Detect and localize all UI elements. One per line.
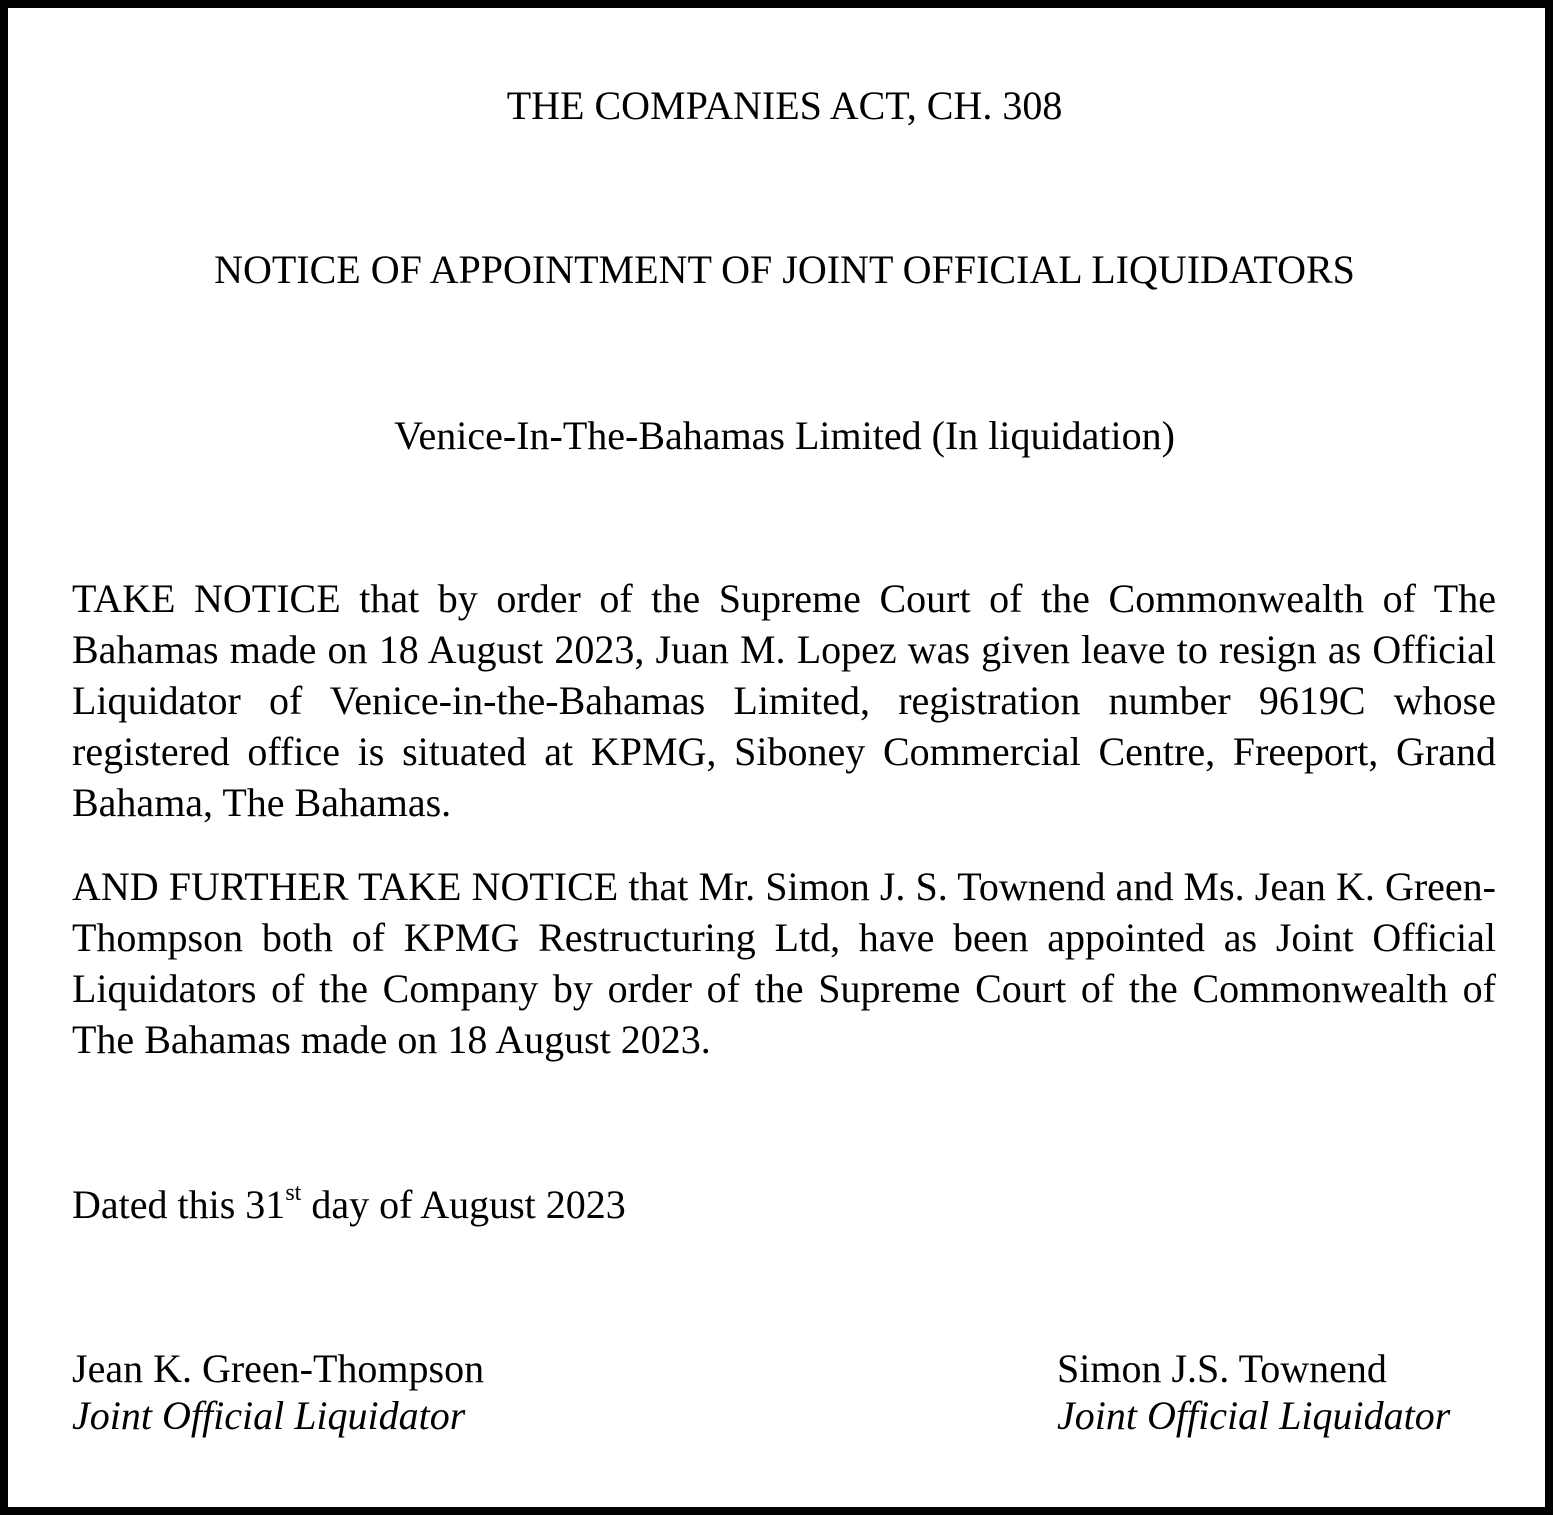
dated-line (72, 1181, 626, 1229)
dated-rest: day of August 2023 (301, 1182, 626, 1227)
notice-paragraph-appointment: AND FURTHER TAKE NOTICE that Mr. Simon J. S. Townend and Ms. Jean K. Green-Thompson both of KPMG Restructuring Ltd, have been appointed as Joint Official Liquidators of the Company by order of the Supreme Court of the Commonwealth of The Bahamas made on 18 August 2023. (72, 864, 1496, 1062)
signatory-role: Joint Official Liquidator (1057, 1393, 1451, 1438)
notice-paragraph-resignation: TAKE NOTICE that by order of the Supreme Court of the Commonwealth of The Bahamas made on 18 August 2023, Juan M. Lopez was given leave to resign as Official Liquidator of Venice-in-the-Bahamas Limited, registration number 9619C whose registered office is situated at KPMG, Siboney Commercial Centre, Freeport, Grand Bahama, The Bahamas. (72, 576, 1496, 825)
act-title: THE COMPANIES ACT, CH. 308 (506, 83, 1063, 128)
dated-ordinal-suffix: st (285, 1179, 302, 1206)
signatory-right (1057, 1345, 1450, 1439)
signatory-name: Jean K. Green-Thompson (72, 1346, 485, 1391)
notice-title: NOTICE OF APPOINTMENT OF JOINT OFFICIAL LIQUIDATORS (214, 247, 1355, 292)
dated-prefix: Dated this 31 (72, 1182, 286, 1227)
signatory-name: Simon J.S. Townend (1057, 1346, 1387, 1391)
company-name: Venice-In-The-Bahamas Limited (In liquidation) (394, 413, 1175, 458)
signatory-left (72, 1345, 484, 1439)
signatory-role: Joint Official Liquidator (72, 1393, 466, 1438)
